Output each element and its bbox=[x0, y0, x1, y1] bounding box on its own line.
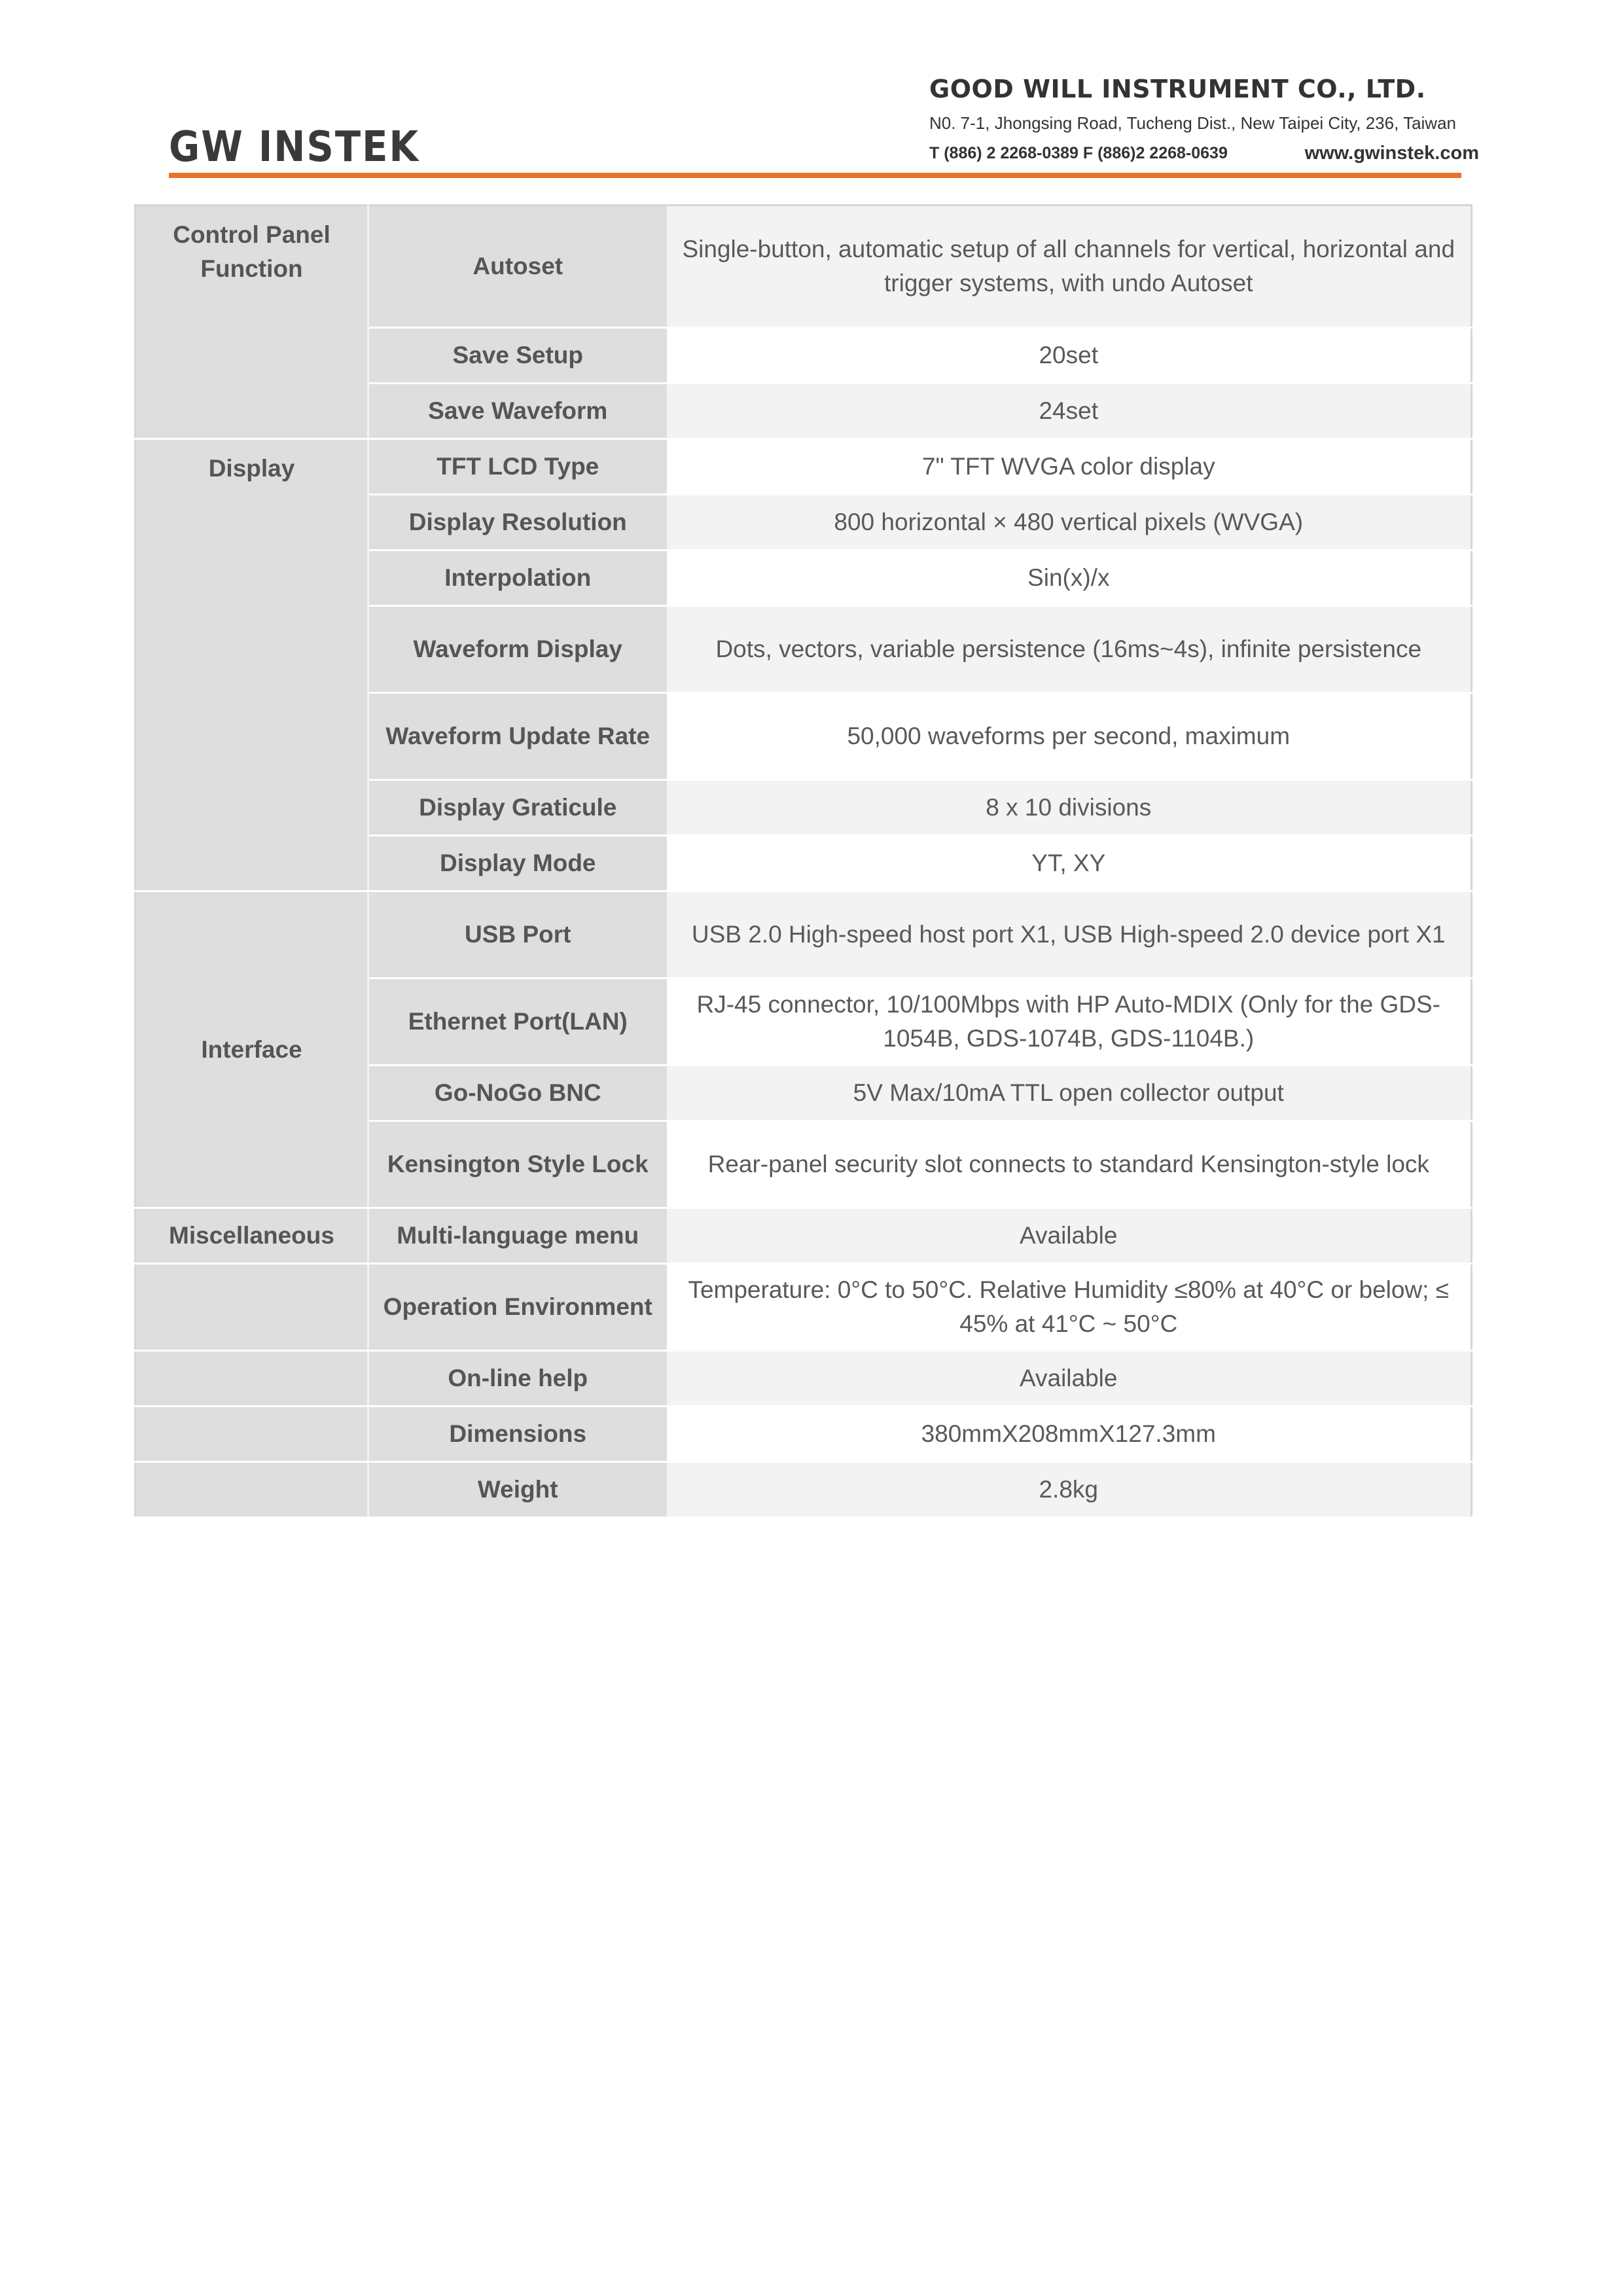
spec-value: Sin(x)/x bbox=[667, 550, 1472, 606]
spec-label: Kensington Style Lock bbox=[368, 1121, 667, 1208]
spec-label: Waveform Update Rate bbox=[368, 693, 667, 780]
spec-value: YT, XY bbox=[667, 836, 1472, 891]
category-empty-cell bbox=[135, 1264, 368, 1351]
spec-value: Rear-panel security slot connects to standard Kensington-style lock bbox=[667, 1121, 1472, 1208]
spec-value: 20set bbox=[667, 328, 1472, 384]
table-row bbox=[135, 1407, 1472, 1462]
category-empty-cell bbox=[135, 1407, 368, 1462]
spec-label: Dimensions bbox=[368, 1407, 667, 1462]
company-name: GOOD WILL INSTRUMENT CO., LTD. bbox=[929, 75, 1426, 103]
spec-value: Available bbox=[667, 1351, 1472, 1407]
table-row bbox=[135, 1351, 1472, 1407]
spec-label: Autoset bbox=[368, 206, 667, 328]
spec-value: 380mmX208mmX127.3mm bbox=[667, 1407, 1472, 1462]
spec-value: Temperature: 0°C to 50°C. Relative Humidity ≤80% at 40°C or below; ≤ 45% at 41°C ~ 50°C bbox=[667, 1264, 1472, 1351]
spec-label: Display Mode bbox=[368, 836, 667, 891]
spec-value: Available bbox=[667, 1208, 1472, 1264]
spec-label: Save Setup bbox=[368, 328, 667, 384]
company-address: N0. 7-1, Jhongsing Road, Tucheng Dist., New Taipei City, 236, Taiwan bbox=[929, 113, 1456, 133]
website-link[interactable]: www.gwinstek.com bbox=[1304, 143, 1479, 164]
table-row bbox=[135, 1462, 1472, 1518]
company-logo bbox=[169, 124, 419, 170]
table-row bbox=[135, 891, 1472, 978]
category-empty-cell bbox=[135, 1351, 368, 1407]
spec-label: Display Resolution bbox=[368, 495, 667, 550]
category-display: Display bbox=[135, 439, 368, 891]
header-divider bbox=[169, 173, 1461, 178]
spec-value: USB 2.0 High-speed host port X1, USB High-speed 2.0 device port X1 bbox=[667, 891, 1472, 978]
spec-value: 8 x 10 divisions bbox=[667, 780, 1472, 836]
spec-label: Operation Environment bbox=[368, 1264, 667, 1351]
category-empty-cell bbox=[135, 1462, 368, 1518]
spec-value: 50,000 waveforms per second, maximum bbox=[667, 693, 1472, 780]
spec-label: Weight bbox=[368, 1462, 667, 1518]
contact-line bbox=[929, 140, 1479, 166]
spec-label: Waveform Display bbox=[368, 606, 667, 693]
spec-table bbox=[134, 204, 1472, 1518]
spec-value: 2.8kg bbox=[667, 1462, 1472, 1518]
company-info bbox=[929, 72, 1479, 166]
spec-label: Display Graticule bbox=[368, 780, 667, 836]
spec-value: 7" TFT WVGA color display bbox=[667, 439, 1472, 495]
category-control-panel: Control Panel Function bbox=[135, 206, 368, 439]
phone-fax: T (886) 2 2268-0389 F (886)2 2268-0639 bbox=[929, 144, 1228, 162]
spec-value: 5V Max/10mA TTL open collector output bbox=[667, 1066, 1472, 1121]
spec-label: Go-NoGo BNC bbox=[368, 1066, 667, 1121]
spec-value: Dots, vectors, variable persistence (16ms~4s), infinite persistence bbox=[667, 606, 1472, 693]
logo-text: GW INSTEK bbox=[169, 123, 420, 171]
spec-label: TFT LCD Type bbox=[368, 439, 667, 495]
spec-label: USB Port bbox=[368, 891, 667, 978]
table-row bbox=[135, 1208, 1472, 1264]
spec-value: RJ-45 connector, 10/100Mbps with HP Auto-MDIX (Only for the GDS-1054B, GDS-1074B, GDS-1104B.) bbox=[667, 978, 1472, 1066]
spec-label: Interpolation bbox=[368, 550, 667, 606]
spec-label: On-line help bbox=[368, 1351, 667, 1407]
spec-value: Single-button, automatic setup of all channels for vertical, horizontal and trigger systems, with undo Autoset bbox=[667, 206, 1472, 328]
table-row bbox=[135, 206, 1472, 328]
spec-label: Multi-language menu bbox=[368, 1208, 667, 1264]
table-row bbox=[135, 439, 1472, 495]
spec-label: Ethernet Port(LAN) bbox=[368, 978, 667, 1066]
spec-value: 800 horizontal × 480 vertical pixels (WVGA) bbox=[667, 495, 1472, 550]
table-row bbox=[135, 1264, 1472, 1351]
spec-label: Save Waveform bbox=[368, 384, 667, 439]
category-miscellaneous: Miscellaneous bbox=[135, 1208, 368, 1264]
category-interface: Interface bbox=[135, 891, 368, 1208]
spec-value: 24set bbox=[667, 384, 1472, 439]
